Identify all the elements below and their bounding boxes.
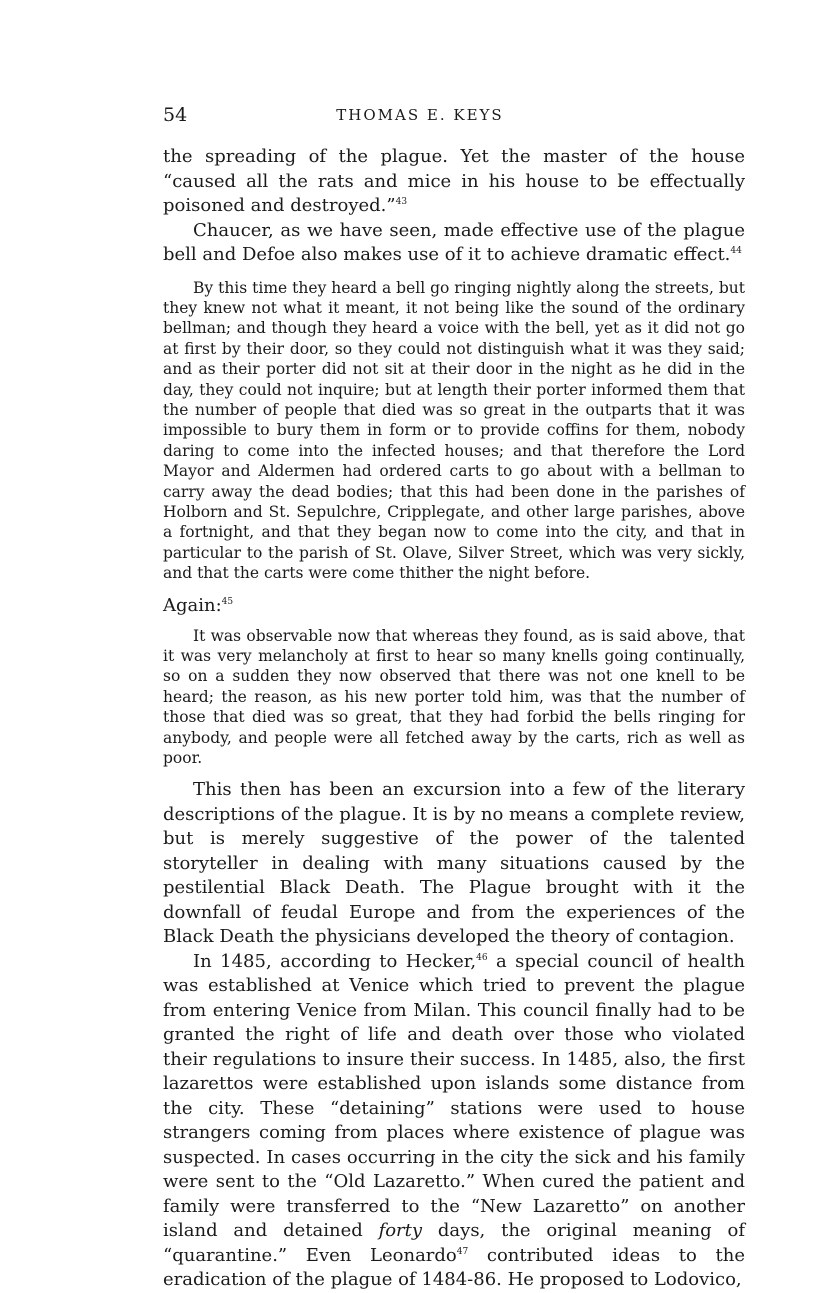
paragraph-1-text: the spreading of the plague. Yet the master of the house “caused all the rats and mice in his house to be effectually poisoned and destroyed.” xyxy=(163,146,745,216)
paragraph-3: This then has been an excursion into a few of the literary descriptions of the plague. It is by no means a complete review, but is merely suggestive of the power of the talented storyteller in dealing with many situations caused by the pestilential Black Death. The Plague brought with it the downfall of feudal Europe and from the experiences of the Black Death the physicians developed the theory of contagion. xyxy=(163,779,745,948)
paragraph-4-part3: days, the original meaning of “quarantine.” Even Leonardo xyxy=(163,1220,745,1266)
page-number: 54 xyxy=(163,104,188,126)
footnote-ref-44: 44 xyxy=(730,246,742,256)
paragraph-2-text: Chaucer, as we have seen, made effective use of the plague bell and Defoe also makes use of it to achieve dramatic effect. xyxy=(163,219,745,265)
paragraph-4 xyxy=(163,950,745,1293)
paragraph-4-italic: forty xyxy=(378,1220,423,1242)
block-quote-2: It was observable now that whereas they found, as is said above, that it was very melancholy at first to hear so many knells going continually, so on a sudden they now observed that there was not one knell to be heard; the reason, as his new porter told him, was that the number of those that died was so great, that they had forbid the bells ringing for anybody, and people were all fetched away by the carts, rich as well as poor. xyxy=(163,626,745,768)
paragraph-4-part4: contributed ideas to the eradication of the plague of 1484-86. He proposed to Lodovico, xyxy=(163,1244,745,1291)
footnote-ref-45: 45 xyxy=(221,596,234,607)
again-heading xyxy=(163,594,745,618)
footnote-ref-47: 47 xyxy=(456,1246,469,1257)
footnote-ref-43: 43 xyxy=(395,197,408,207)
block-quote-1: By this time they heard a bell go ringing nightly along the streets, but they knew not what it meant, it not being like the sound of the ordinary bellman; and though they heard a voice with the bell, yet as it did not go at first by their door, so they could not distinguish what it was they said; and as their porter did not sit at their door in the night as he did in the day, they could not inquire; but at length their porter informed them that the number of people that died was so great in the outparts that it was impossible to bury them in form or to provide coffins for them, nobody daring to come into the infected houses; and that therefore the Lord Mayor and Aldermen had ordered carts to go about with a bellman to carry away the dead bodies; that this had been done in the parishes of Holborn and St. Sepulchre, Cripplegate, and other large parishes, above a fortnight, and that they began now to come into the city, and that in particular to the parish of St. Olave, Silver Street, which was very sickly, and that the carts were come thither the night before. xyxy=(163,278,745,583)
running-head: THOMAS E. KEYS xyxy=(336,106,504,124)
footnote-ref-46: 46 xyxy=(476,952,488,963)
paragraph-4-part1: In 1485, according to Hecker, xyxy=(193,950,477,972)
paragraph-4-part2: a special council of health was established at Venice which tried to prevent the plague from entering Venice from Milan. This council finally had to be granted the right of life and death over those who violated their regulations to insure their success. In 1485, also, the first lazarettos were established upon islands some distance from the city. These “detaining” stations were used to house strangers coming from places where existence of plague was suspected. In cases occurring in the city the sick and his family were sent to the “Old Lazaretto.” When cured the patient and family were transferred to the “New Lazaretto” on another island and detained xyxy=(163,950,745,1242)
paragraph-2 xyxy=(163,219,745,268)
paragraph-1 xyxy=(163,145,745,219)
page-body xyxy=(163,145,745,1293)
again-text: Again: xyxy=(163,594,222,616)
